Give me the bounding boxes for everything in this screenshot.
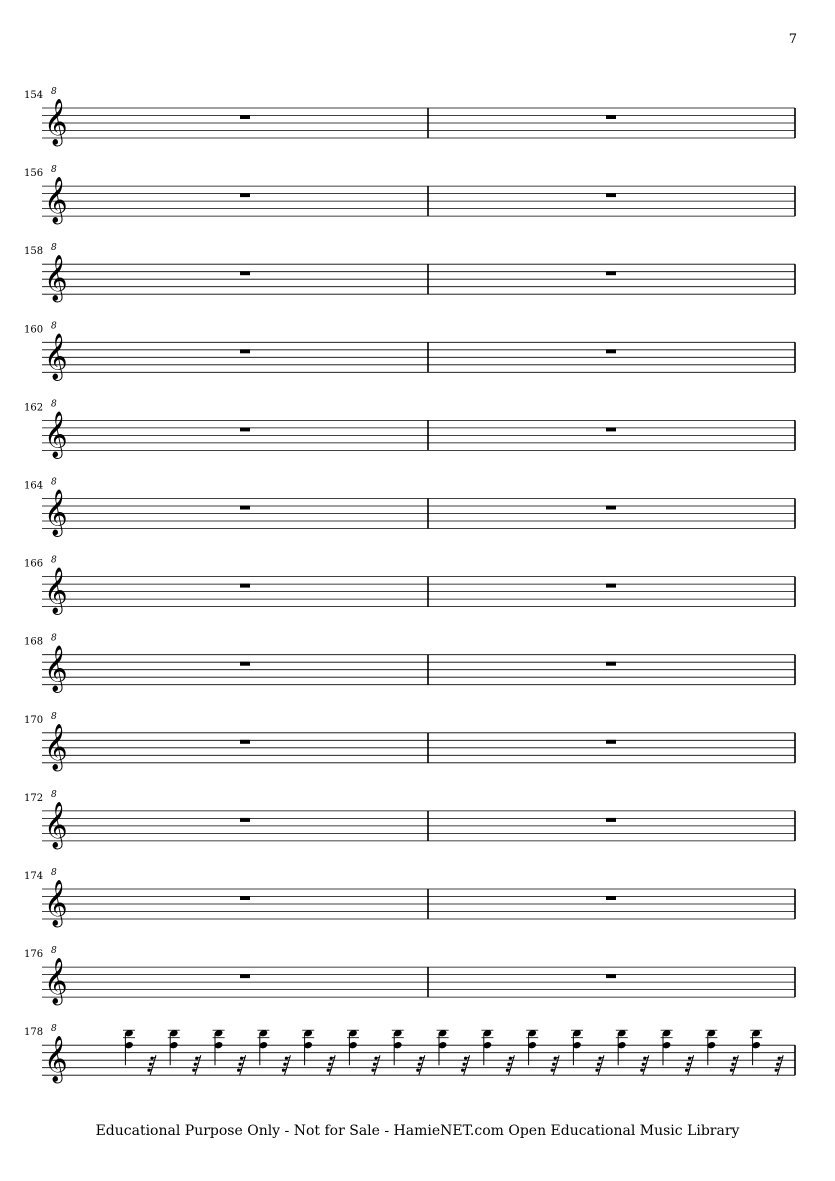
svg-text:8: 8 (51, 87, 57, 97)
whole-rest (240, 349, 250, 353)
staff-system (24, 399, 795, 459)
whole-rest (606, 662, 616, 666)
thirty-second-rest (640, 1055, 649, 1075)
thirty-second-rest (775, 1055, 784, 1075)
thirty-second-rest (461, 1055, 470, 1075)
measure-number: 170 (24, 714, 44, 726)
treble-8va-clef-icon (44, 399, 68, 459)
measure-number: 154 (24, 90, 44, 101)
chord (213, 1029, 225, 1065)
whole-rest (606, 740, 616, 744)
thirty-second-rest (595, 1055, 604, 1075)
whole-rest (240, 584, 250, 588)
whole-rest (606, 193, 616, 197)
whole-rest (240, 818, 250, 822)
measure-number: 162 (24, 402, 44, 414)
chord (481, 1029, 493, 1065)
treble-8va-clef-icon (44, 87, 68, 147)
svg-text:8: 8 (51, 946, 57, 957)
thirty-second-rest (147, 1055, 156, 1075)
thirty-second-rest (730, 1055, 739, 1075)
svg-text:𝄞: 𝄞 (44, 958, 68, 1005)
thirty-second-rest (282, 1055, 291, 1075)
svg-text:𝄞: 𝄞 (44, 801, 68, 848)
measure-number: 172 (24, 792, 44, 804)
staff-system (24, 634, 795, 694)
staff-system (24, 790, 795, 850)
whole-rest (606, 271, 616, 275)
measure-number: 168 (24, 636, 44, 648)
staff-system (24, 243, 795, 303)
footer-text: Educational Purpose Only - Not for Sale - HamieNET.com Open Educational Music Library (95, 1123, 740, 1139)
whole-rest (606, 349, 616, 353)
staff-system (24, 478, 795, 538)
svg-text:𝄞: 𝄞 (44, 567, 68, 614)
svg-text:8: 8 (51, 868, 57, 878)
measure-number: 156 (24, 168, 44, 180)
chord (437, 1029, 449, 1065)
chord (705, 1029, 717, 1065)
staff-system (24, 946, 795, 1006)
whole-rest (240, 506, 250, 510)
svg-text:8: 8 (51, 165, 57, 176)
svg-text:8: 8 (51, 399, 57, 410)
measure-number: 174 (24, 871, 44, 882)
chord (302, 1029, 314, 1065)
staff-system (24, 165, 795, 225)
whole-rest (240, 427, 250, 431)
staff-system (24, 556, 795, 616)
page-number: 7 (788, 32, 797, 47)
chord (257, 1029, 269, 1065)
treble-8va-clef-icon (44, 478, 68, 538)
measure-number: 176 (24, 949, 44, 961)
svg-text:8: 8 (51, 789, 57, 800)
svg-text:8: 8 (51, 711, 57, 722)
whole-rest (240, 662, 250, 666)
whole-rest (240, 974, 250, 978)
staff-system (24, 712, 795, 772)
svg-text:𝄞: 𝄞 (44, 880, 68, 926)
treble-8va-clef-icon (44, 712, 68, 772)
treble-8va-clef-icon (44, 868, 68, 928)
whole-rest (606, 818, 616, 822)
svg-text:8: 8 (51, 633, 57, 644)
chord (571, 1029, 583, 1065)
chord (392, 1029, 404, 1065)
svg-text:8: 8 (51, 321, 57, 332)
whole-rest (606, 427, 616, 431)
svg-text:𝄞: 𝄞 (44, 177, 68, 224)
svg-text:𝄞: 𝄞 (44, 1036, 68, 1083)
svg-text:8: 8 (51, 555, 57, 566)
svg-text:8: 8 (51, 1024, 57, 1035)
whole-rest (240, 271, 250, 275)
whole-rest (240, 193, 250, 197)
svg-text:8: 8 (51, 243, 57, 254)
svg-text:𝄞: 𝄞 (44, 723, 68, 770)
whole-rest (240, 896, 250, 900)
whole-rest (606, 506, 616, 510)
treble-8va-clef-icon (44, 634, 68, 694)
whole-rest (240, 740, 250, 744)
svg-text:𝄞: 𝄞 (44, 333, 68, 380)
treble-8va-clef-icon (44, 321, 68, 381)
chord (347, 1029, 359, 1065)
chord (168, 1029, 180, 1065)
chord (526, 1029, 538, 1065)
staff-system (24, 868, 795, 928)
chord (750, 1029, 762, 1065)
staff-system (24, 87, 795, 147)
chord (616, 1029, 628, 1065)
chord (123, 1029, 135, 1065)
whole-rest (606, 896, 616, 900)
staff-system (24, 321, 795, 381)
svg-text:𝄞: 𝄞 (44, 489, 68, 536)
thirty-second-rest (685, 1055, 694, 1075)
treble-8va-clef-icon (44, 556, 68, 616)
whole-rest (606, 974, 616, 978)
thirty-second-rest (192, 1055, 201, 1075)
chord (661, 1029, 673, 1065)
thirty-second-rest (506, 1055, 515, 1075)
thirty-second-rest (416, 1055, 425, 1075)
svg-text:𝄞: 𝄞 (44, 411, 68, 458)
treble-8va-clef-icon (44, 165, 68, 225)
svg-text:8: 8 (51, 477, 57, 488)
treble-8va-clef-icon (44, 1024, 68, 1084)
thirty-second-rest (327, 1055, 336, 1075)
measure-number: 160 (24, 324, 44, 336)
staff-system (24, 1024, 795, 1084)
treble-8va-clef-icon (44, 790, 68, 850)
measure-number: 158 (24, 246, 44, 258)
thirty-second-rest (371, 1055, 380, 1075)
thirty-second-rest (237, 1055, 246, 1075)
treble-8va-clef-icon (44, 946, 68, 1006)
whole-rest (240, 115, 250, 119)
measure-number: 166 (24, 558, 44, 570)
treble-8va-clef-icon (44, 243, 68, 303)
svg-text:𝄞: 𝄞 (44, 99, 68, 145)
thirty-second-rest (551, 1055, 560, 1075)
whole-rest (606, 584, 616, 588)
whole-rest (606, 115, 616, 119)
svg-text:𝄞: 𝄞 (44, 255, 68, 302)
measure-number: 164 (24, 480, 44, 492)
svg-text:𝄞: 𝄞 (44, 645, 68, 692)
measure-number: 178 (24, 1027, 44, 1039)
